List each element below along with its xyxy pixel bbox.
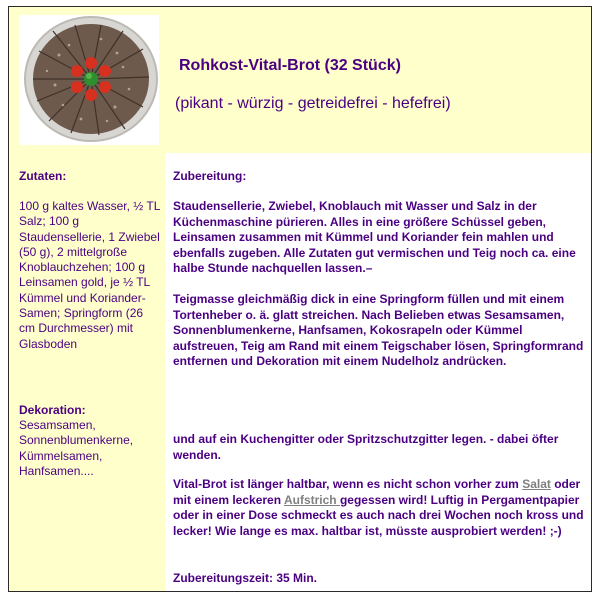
preparation-paragraph: und auf ein Kuchengitter oder Spritzschutzgitter legen. - dabei öfter wenden. xyxy=(173,432,559,462)
decoration-heading: Dekoration: xyxy=(19,403,86,417)
bread-photo xyxy=(19,15,159,145)
storage-paragraph xyxy=(173,477,589,539)
recipe-subtitle: (pikant - würzig - getreidefrei - hefefrei) xyxy=(175,95,451,112)
preparation-paragraph: Teigmasse gleichmäßig dick in eine Springform füllen und mit einem Tortenheber o. ä. glatt streichen. Nach Belieben etwas Sesamsamen, Sonnenblumenkerne, Hanfsamen, Kokosrapeln oder Kümmel aufstreuen, Teig am Rand mit einem Teigschaber lösen, Springformrand entfernen und Dekoration mit einem Nudelholz andrücken. xyxy=(173,292,584,368)
prep-time: Zubereitungszeit: 35 Min. xyxy=(173,571,318,585)
decoration-text: Sesamsamen, Sonnenblumenkerne, Kümmelsamen, Hanfsamen.... xyxy=(19,418,134,478)
storage-text: gegessen wird! Luftig in Pergamentpapier oder in einer Dose schmeckt es auch nach drei Wochen noch kross und lecker! Wie lange es max. haltbar ist, müsste ausprobiert werden! ;-) xyxy=(173,492,584,538)
preparation-column xyxy=(165,153,591,591)
ingredients-heading: Zutaten: xyxy=(19,169,67,183)
recipe-title: Rohkost-Vital-Brot (32 Stück) xyxy=(179,57,401,74)
ingredients-text: 100 g kaltes Wasser, ½ TL Salz; 100 g Staudensellerie, 1 Zwiebel (50 g), 2 mittelgroße Knoblauchzehen; 100 g Leinsamen gold, je ½ TL Kümmel und Koriander-Samen; Springform (26 cm Durchmesser) mit Glasboden xyxy=(19,199,160,351)
recipe-card xyxy=(8,6,592,592)
storage-text: Vital-Brot ist länger haltbar, wenn es nicht schon vorher zum xyxy=(173,477,523,491)
recipe-header xyxy=(9,7,591,153)
salat-link[interactable]: Salat xyxy=(522,477,551,491)
preparation-paragraph: Staudensellerie, Zwiebel, Knoblauch mit Wasser und Salz in der Küchenmaschine pürieren. Alles in eine größere Schüssel geben, Leinsamen zusammen mit Kümmel und Koriander fein mahlen und ebenfalls zugeben. Alle Zutaten gut vermischen und Teig noch ca. eine halbe Stunde nachquellen lassen.– xyxy=(173,199,576,275)
ingredients-column xyxy=(9,153,165,591)
storage-text: oder mit einem leckeren xyxy=(173,477,581,507)
preparation-heading: Zubereitung: xyxy=(173,169,247,183)
aufstrich-link[interactable]: Aufstrich xyxy=(283,492,340,507)
